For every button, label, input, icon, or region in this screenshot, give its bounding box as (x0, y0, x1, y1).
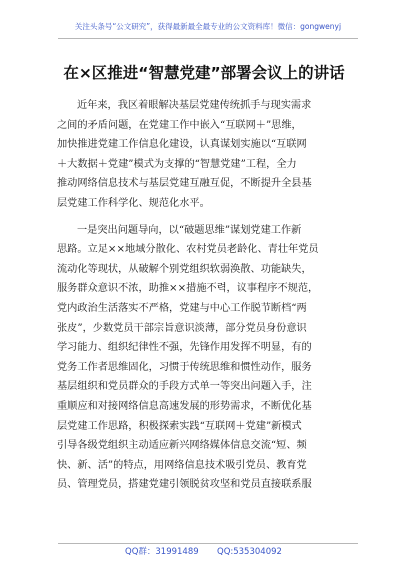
paragraph-line: 引导各级党组织主动适应新兴网络媒体信息交流“短、频 (57, 440, 307, 452)
paragraph-line: 服务群众意识不浓，助推××措施不력，议事程序不规范， (57, 283, 319, 295)
paragraph-line: 之间的矛盾问题，在党建工作中嵌入“互联网＋”思维， (57, 119, 302, 131)
paragraph-line: 学习能力、组织纪律性不强，先锋作用发挥不明显，有的 (57, 342, 312, 354)
paragraph-line: 张皮”，少数党员干部宗旨意识淡薄，部分党员身份意识 (57, 322, 307, 334)
paragraph-line: 员、管理党员，搭建党建引领脱贫攻坚和党员直接联系服 (57, 479, 312, 491)
paragraph-2 (57, 221, 357, 495)
paragraph-line: 近年来，我区着眼解决基层党建传统抓手与现实需求 (77, 100, 312, 111)
paragraph-line: 党内政治生活落实不严格，党建与中心工作脱节断档“两 (57, 302, 307, 314)
paragraph-line: 一是突出问题导向，以“破题思维”谋划党建工作新 (77, 224, 302, 236)
footer-qq-group: QQ群：31991489 (125, 547, 199, 557)
paragraph-line: 加快推进党建工作信息化建设，认真谋划实施以“互联网 (57, 139, 307, 151)
paragraph-line: 层党建工作科学化、规范化水平。 (57, 197, 210, 209)
paragraph-line: 推动网络信息技术与基层党建互融互促，不断提升全县基 (57, 178, 312, 190)
document-body (57, 96, 357, 495)
page-header-notice: 关注头条号“公文研究”，获得最新最全最专业的公文资料库！微信：gongwenyj (74, 22, 342, 31)
footer-qq-contact: QQ:535304092 (217, 547, 282, 557)
paragraph-line: 层党建工作思路，积极探索实践“互联网＋党建”新模式 (57, 420, 302, 432)
paragraph-line: 快、新、活”的特点，用网络信息技术吸引党员、教育党 (57, 459, 307, 471)
paragraph-1 (57, 96, 357, 214)
paragraph-line: 思路。立足××地域分散化、农村党员老龄化、青壮年党员 (57, 244, 319, 256)
paragraph-line: 党务工作者思维固化，习惯于传统思维和惯性动作，服务 (57, 361, 312, 373)
paragraph-line: 重顺应和对接网络信息高速发展的形势需求，不断优化基 (57, 400, 312, 412)
footer-rule (58, 543, 358, 544)
paragraph-line: 流动化等现状，从破解个别党组织软弱涣散、功能缺失， (57, 263, 312, 275)
paragraph-gap (57, 214, 357, 221)
paragraph-line: ＋大数据＋党建”模式为支撑的“智慧党建”工程，全力 (57, 158, 297, 170)
header-rule (58, 38, 358, 39)
document-title: 在×区推进“智慧党建”部署会议上的讲话 (63, 64, 345, 82)
paragraph-line: 基层组织和党员群众的手段方式单一等突出问题入手，注 (57, 381, 312, 393)
